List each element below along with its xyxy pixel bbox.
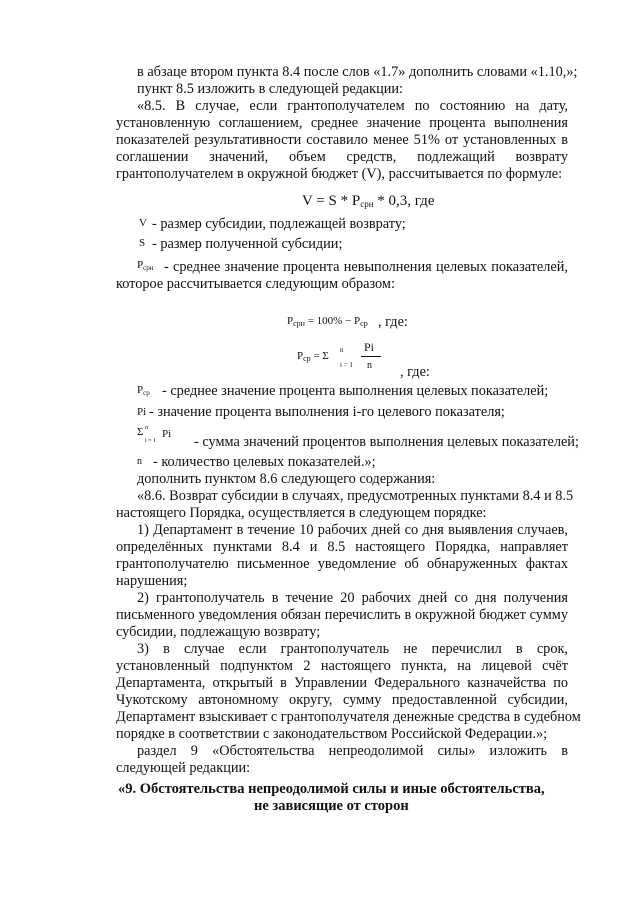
symbol-s: S — [139, 237, 146, 249]
text-line: письменного уведомления обязан перечислить в окружной бюджет сумму — [116, 607, 568, 623]
text-line: 3) в случае если грантополучатель не перечислил в срок, — [137, 641, 568, 657]
text-line: - размер полученной субсидии; — [152, 236, 343, 252]
text-line: раздел 9 «Обстоятельства непреодолимой силы» изложить в — [137, 743, 568, 759]
symbol-psr: $P_{ср}$ — [137, 384, 150, 397]
text-line: - среднее значение процента выполнения целевых показателей; — [162, 383, 549, 399]
formula-psrn: $P_{срн} = 100\% - P_{ср}$ — [287, 315, 368, 328]
text-line: 1) Департамент в течение 10 рабочих дней со дня выявления случаев, — [137, 522, 568, 538]
text-line: установленный подпунктом 2 настоящего пункта, на лицевой счёт — [116, 658, 568, 674]
symbol-sum: Σ — [137, 426, 144, 438]
text-line: «8.6. Возврат субсидии в случаях, предусмотренных пунктами 8.4 и 8.5 — [137, 488, 574, 504]
text-line: порядке в соответствии с законодательством Российской Федерации.»; — [116, 726, 548, 742]
symbol-n: n — [137, 456, 142, 467]
symbol-v: V — [139, 217, 147, 229]
formula-where: , где: — [378, 314, 408, 330]
text-line: дополнить пунктом 8.6 следующего содержания: — [137, 471, 436, 487]
text-line: настоящего Порядка, осуществляется в следующем порядке: — [116, 505, 487, 521]
text-line: - значение процента выполнения i-го целевого показателя; — [149, 404, 505, 420]
text-line: нарушения; — [116, 573, 188, 589]
text-line: следующей редакции: — [116, 760, 251, 776]
text-line: соглашении значений, объем средств, подлежащий возврату — [116, 149, 568, 165]
sum-lower: i = 1 — [145, 438, 157, 444]
text-line: установленную соглашением, среднее значение процента выполнения — [116, 115, 568, 131]
text-line: - размер субсидии, подлежащей возврату; — [152, 216, 406, 232]
text-line: в абзаце втором пункта 8.4 после слов «1.7» дополнить словами «1.10,»; — [137, 64, 578, 80]
text-line: Департамента, открытый в Управлении Федерального казначейства по — [116, 675, 568, 691]
text-line: - сумма значений процентов выполнения целевых показателей; — [194, 434, 579, 450]
sum-upper: n — [340, 346, 344, 354]
text-line: Департамент взыскивает с грантополучателя денежные средства в судебном — [116, 709, 581, 725]
symbol-pi: Pi — [137, 406, 147, 418]
symbol-pi: Pi — [162, 428, 172, 440]
frac-denominator: n — [367, 360, 372, 371]
text-line: пункт 8.5 изложить в следующей редакции: — [137, 81, 404, 97]
text-line: - количество целевых показателей.»; — [153, 454, 376, 470]
sum-upper: n — [145, 425, 148, 431]
formula-main: $V = S * P_{срн} * 0,3$, где — [302, 193, 435, 209]
text-line: субсидии, подлежащую возврату; — [116, 624, 321, 640]
text-line: 2) грантополучатель в течение 20 рабочих дней со дня получения — [137, 590, 568, 606]
text-line: грантополучателю письменное уведомление об обнаруженных фактах — [116, 556, 568, 572]
sum-lower: i = 1 — [340, 361, 353, 369]
formula-psr: $P_{ср} = \Sigma$ — [297, 350, 329, 363]
section-heading: не зависящие от сторон — [254, 798, 409, 814]
section-heading: «9. Обстоятельства непреодолимой силы и иные обстоятельства, — [118, 781, 545, 797]
text-line: которое рассчитывается следующим образом: — [116, 276, 395, 292]
frac-numerator: Pi — [364, 340, 375, 354]
symbol-psrn: $P_{срн}$ — [137, 259, 154, 272]
text-line: - среднее значение процента невыполнения целевых показателей, — [164, 259, 568, 275]
text-line: грантополучателем в окружной бюджет (V), рассчитывается по формуле: — [116, 166, 563, 182]
text-line: Чукотскому автономному округу, сумму предоставленной субсидии, — [116, 692, 568, 708]
formula-where: , где: — [400, 364, 430, 380]
text-line: показателей результативности составило менее 51% от установленных в — [116, 132, 568, 148]
text-line: «8.5. В случае, если грантополучателем по состоянию на дату, — [137, 98, 568, 114]
text-line: определённых пунктами 8.4 и 8.5 настоящего Порядка, направляет — [116, 539, 568, 555]
